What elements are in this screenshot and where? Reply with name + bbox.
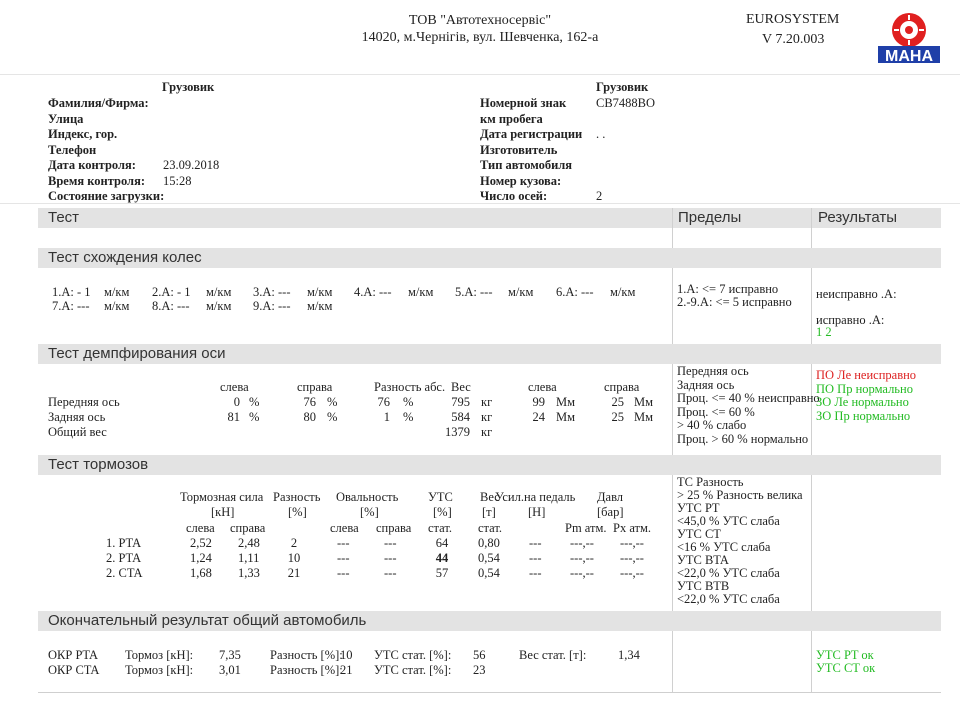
brake-unit-press: [бар] <box>597 505 624 519</box>
header-divider <box>0 74 960 75</box>
vehicle-field-value: 2 <box>596 189 603 203</box>
toe-value: 2.A: - 1 <box>152 285 191 299</box>
damp-limit: Передняя ось <box>677 364 749 378</box>
damp-diff-value: 76 <box>377 395 390 409</box>
customer-title-right: Грузовик <box>596 80 649 94</box>
brake-header-force: Тормозная сила <box>180 490 264 504</box>
final-uts-value: 56 <box>473 648 486 662</box>
damp-header-diff: Разность абс. <box>374 380 446 394</box>
customer-field-label: Состояние загрузки: <box>48 189 165 203</box>
col-limits-label: Пределы <box>678 209 742 226</box>
toe-value: м/км <box>610 285 636 299</box>
vehicle-field-label: Дата регистрации <box>480 127 583 141</box>
damp-left-mm-value: 24 <box>532 410 545 424</box>
damp-right-value: 80 <box>303 410 316 424</box>
final-axle-name: ОКР CTA <box>48 662 100 677</box>
maha-logo <box>876 12 942 64</box>
brake-pedal: --- <box>529 566 542 580</box>
brake-pedal: --- <box>529 536 542 550</box>
toe-value: 8.A: --- <box>152 299 190 313</box>
final-result: УТС CT ок <box>816 661 876 675</box>
toe-value: 6.A: --- <box>556 285 594 299</box>
damping-title: Тест демпфирования оси <box>48 345 226 362</box>
damp-unit: % <box>403 410 414 424</box>
brake-force-right: 1,33 <box>238 566 260 580</box>
brake-unit-uts: [%] <box>433 505 452 519</box>
customer-field-value: 23.09.2018 <box>163 158 220 172</box>
damp-result: ЗО Пр нормально <box>816 408 911 423</box>
customer-divider <box>0 203 960 204</box>
alignment-limit: 2.-9.A: <= 5 исправно <box>677 295 792 309</box>
damp-axle-name: Задняя ось <box>48 410 106 424</box>
brake-header-diff: Разность <box>273 490 321 504</box>
damp-header-left: слева <box>220 380 249 394</box>
toe-value: м/км <box>508 285 534 299</box>
maha-logo-text: MAHA <box>885 48 933 64</box>
final-force-value: 7,35 <box>219 648 241 662</box>
brake-px: ---,-- <box>620 536 644 550</box>
brake-unit-force: [кН] <box>211 505 235 519</box>
brake-unit-oval: [%] <box>360 505 379 519</box>
final-diff-label: Разность [%]: <box>270 648 343 662</box>
damp-weight-value: 795 <box>451 395 470 409</box>
brake-oval-left: --- <box>337 551 350 565</box>
final-weight-value: 1,34 <box>618 648 640 662</box>
damp-right-mm-value: 25 <box>611 395 624 409</box>
col-results-label: Результаты <box>818 209 897 226</box>
brake-limit: <22,0 % УТС слаба <box>677 566 780 580</box>
brake-limit: TC Разность <box>677 475 744 489</box>
damp-unit: кг <box>481 425 493 439</box>
damp-header-weight: Вес <box>451 380 471 394</box>
damp-unit: Мм <box>634 395 654 409</box>
brake-oval-right: --- <box>384 551 397 565</box>
toe-value: 5.A: --- <box>455 285 493 299</box>
damp-result: ЗО Ле нормально <box>816 395 909 409</box>
damp-weight-value: 1379 <box>445 425 470 439</box>
brakes-band <box>38 455 941 475</box>
final-uts-value: 23 <box>473 662 486 677</box>
final-force-label: Тормоз [кН]: <box>125 662 194 677</box>
damp-result: ПО Пр нормально <box>816 381 913 396</box>
customer-field-label: Телефон <box>48 142 97 157</box>
damp-diff-value: 1 <box>383 410 390 424</box>
brake-subheader-px: Px атм. <box>613 521 652 535</box>
brake-force-left: 2,52 <box>190 536 212 550</box>
toe-value: м/км <box>104 299 130 313</box>
customer-field-label: Дата контроля: <box>48 158 136 172</box>
damp-limit: Проц. <= 40 % неисправно <box>677 391 820 405</box>
damp-unit: % <box>403 395 414 409</box>
final-diff-label: Разность [%]: <box>270 662 343 677</box>
brake-oval-left: --- <box>337 566 350 580</box>
brake-diff: 2 <box>290 536 298 550</box>
brake-force-right: 2,48 <box>238 536 260 550</box>
brake-oval-left: --- <box>337 536 350 550</box>
brake-header-weight: Вес <box>480 490 500 504</box>
brake-pm: ---,-- <box>570 551 594 565</box>
brake-diff: 21 <box>287 566 301 580</box>
brake-subheader-pm: Pm атм. <box>565 521 607 535</box>
damp-header-left-mm: слева <box>528 380 557 394</box>
damp-unit: % <box>327 410 338 424</box>
damp-right-mm-value: 25 <box>611 410 624 424</box>
damp-header-right-mm: справа <box>604 380 640 394</box>
alignment-title: Тест схождения колес <box>48 249 202 266</box>
toe-value: 4.A: --- <box>354 285 392 299</box>
vehicle-field-label: Номерной знак <box>480 96 567 110</box>
brake-limit: <22,0 % УТС слаба <box>677 592 780 606</box>
brake-force-left: 1,24 <box>190 551 212 565</box>
vehicle-field-label: Номер кузова: <box>480 173 562 188</box>
damp-limit: Проц. <= 60 % <box>677 404 755 419</box>
system-version: V 7.20.003 <box>762 32 825 47</box>
table-bottom-line <box>38 692 941 693</box>
vehicle-field-value: . . <box>596 127 606 141</box>
damp-axle-name: Передняя ось <box>48 395 120 409</box>
damp-limit: Задняя ось <box>677 377 735 392</box>
damp-result: ПО Ле неисправно <box>816 368 917 382</box>
brake-subheader-uts: стат. <box>428 521 453 535</box>
final-force-value: 3,01 <box>219 662 241 677</box>
customer-field-label: Время контроля: <box>48 173 145 188</box>
final-axle-name: ОКР PTA <box>48 648 99 662</box>
damp-unit: Мм <box>556 395 576 409</box>
toe-value: м/км <box>307 285 333 299</box>
brake-diff: 10 <box>287 551 301 565</box>
brake-limit: > 25 % Разность велика <box>677 488 803 502</box>
brake-unit-weight: [т] <box>482 505 496 519</box>
damp-limit: Проц. > 60 % нормально <box>677 431 809 446</box>
company-name: ТОВ "Автотехносервіс" <box>408 13 552 28</box>
alignment-result: исправно .A: <box>816 313 885 327</box>
damp-unit: % <box>327 395 338 409</box>
toe-value: м/км <box>206 299 232 313</box>
vehicle-field-label: Число осей: <box>480 189 548 203</box>
alignment-limit: 1.A: <= 7 исправно <box>677 282 779 296</box>
brake-subheader-fl: слева <box>186 521 215 535</box>
toe-value: 7.A: --- <box>52 299 90 313</box>
customer-field-label: Индекс, гор. <box>48 127 118 141</box>
final-diff-value: 10 <box>340 648 353 662</box>
brakes-title: Тест тормозов <box>48 456 149 473</box>
damp-unit: % <box>249 410 260 424</box>
customer-field-label: Фамилия/Фирма: <box>48 96 149 110</box>
alignment-result: неисправно .A: <box>816 287 897 301</box>
final-title: Окончательный результат общий автомобиль <box>48 612 367 629</box>
damp-header-right: справа <box>297 380 333 394</box>
damp-limit: > 40 % слабо <box>677 418 747 432</box>
brake-limit: УТС BTA <box>677 553 729 567</box>
damp-right-value: 76 <box>303 395 316 409</box>
damp-weight-value: 584 <box>451 410 470 424</box>
brake-px: ---,-- <box>620 566 644 580</box>
system-name: EUROSYSTEM <box>746 12 840 27</box>
brake-oval-right: --- <box>384 536 397 550</box>
col-test-label: Тест <box>48 209 80 226</box>
customer-field-label: Улица <box>48 111 84 126</box>
toe-value: м/км <box>206 285 232 299</box>
brake-subheader-w: стат. <box>478 521 503 535</box>
damp-unit: Мм <box>556 410 576 424</box>
alignment-result-axles: 1 2 <box>816 325 832 339</box>
brake-weight: 0,54 <box>478 551 500 565</box>
brake-limit: <16 % УТС слаба <box>677 540 771 554</box>
toe-value: м/км <box>104 285 130 299</box>
brake-uts: 57 <box>435 566 449 580</box>
brake-px: ---,-- <box>620 551 644 565</box>
brake-axle-name: 2. PTA <box>106 551 142 565</box>
brake-weight: 0,54 <box>478 566 500 580</box>
damp-left-mm-value: 99 <box>532 395 545 409</box>
brake-header-press: Давл <box>597 490 624 504</box>
customer-field-value: 15:28 <box>163 173 192 188</box>
brake-uts: 44 <box>435 551 449 565</box>
damp-left-value: 81 <box>227 410 240 424</box>
damp-left-value: 0 <box>233 395 240 409</box>
brake-pm: ---,-- <box>570 536 594 550</box>
vehicle-field-label: Тип автомобиля <box>480 158 573 172</box>
damp-unit: % <box>249 395 260 409</box>
brake-pedal: --- <box>529 551 542 565</box>
brake-limit: УТС CT <box>677 527 721 541</box>
final-uts-label: УТС стат. [%]: <box>374 648 452 662</box>
brake-limit: <45,0 % УТС слаба <box>677 514 780 528</box>
toe-value: м/км <box>307 299 333 313</box>
vehicle-field-value: CB7488BO <box>596 96 656 110</box>
brake-header-oval: Овальность <box>336 490 399 504</box>
brake-force-right: 1,11 <box>238 551 260 565</box>
brake-force-left: 1,68 <box>190 566 212 580</box>
final-force-label: Тормоз [кН]: <box>125 648 194 662</box>
damp-unit: Мм <box>634 410 654 424</box>
vehicle-field-label: Изготовитель <box>480 142 558 157</box>
brake-limit: УТС BTB <box>677 579 730 593</box>
final-diff-value: 21 <box>340 662 353 677</box>
final-result: УТС PT ок <box>816 648 874 662</box>
toe-value: 3.A: --- <box>253 285 291 299</box>
brake-header-pedal: Усил.на педаль <box>495 490 576 504</box>
brake-limit: УТС PT <box>677 501 720 515</box>
vehicle-field-label: км пробега <box>480 111 543 126</box>
customer-title-left: Грузовик <box>162 80 215 94</box>
brake-subheader-or: справа <box>376 521 412 535</box>
brake-unit-pedal: [Н] <box>528 505 546 519</box>
brake-weight: 0,80 <box>478 536 500 550</box>
brake-uts: 64 <box>435 536 449 550</box>
brake-axle-name: 1. PTA <box>106 536 142 550</box>
damp-unit: кг <box>481 395 493 409</box>
brake-pm: ---,-- <box>570 566 594 580</box>
damp-axle-name: Общий вес <box>48 425 107 439</box>
toe-value: 9.A: --- <box>253 299 291 313</box>
brake-axle-name: 2. CTA <box>106 566 143 580</box>
toe-value: 1.A: - 1 <box>52 285 91 299</box>
brake-oval-right: --- <box>384 566 397 580</box>
company-address: 14020, м.Чернігів, вул. Шевченка, 162-а <box>361 30 599 45</box>
brake-header-uts: УТС <box>428 490 453 504</box>
toe-value: м/км <box>408 285 434 299</box>
final-uts-label: УТС стат. [%]: <box>374 662 452 677</box>
brake-unit-diff: [%] <box>288 505 307 519</box>
damp-unit: кг <box>481 410 493 424</box>
final-weight-label: Вес стат. [т]: <box>519 648 587 662</box>
brake-subheader-ol: слева <box>330 521 359 535</box>
brake-subheader-fr: справа <box>230 521 266 535</box>
column-header-band <box>38 208 941 228</box>
